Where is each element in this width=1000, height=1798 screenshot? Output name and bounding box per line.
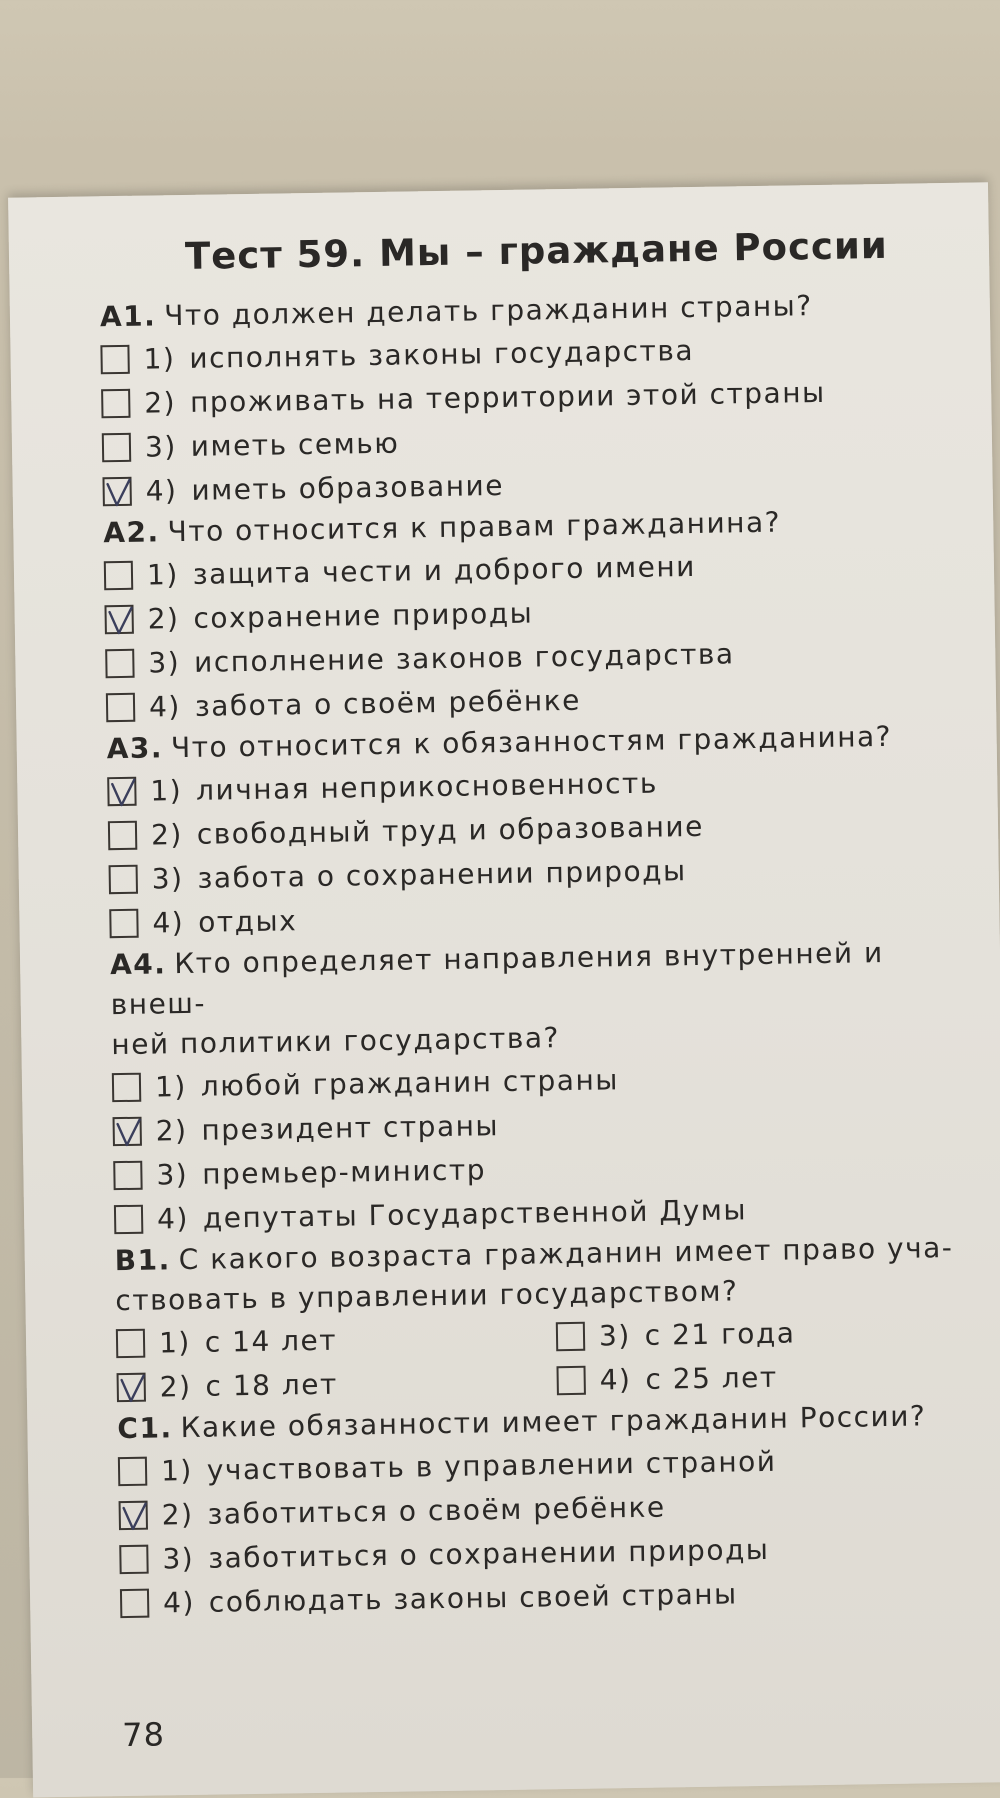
question-text: Что относится к обязанностям гражданина? xyxy=(170,719,893,765)
question-id: A4. xyxy=(109,947,167,982)
option-number: 3) xyxy=(144,429,177,464)
option-number: 1) xyxy=(158,1325,192,1359)
answer-option xyxy=(556,1308,977,1359)
page-number: 78 xyxy=(121,1715,166,1755)
checkmark-icon xyxy=(102,475,137,510)
answer-checkbox[interactable] xyxy=(104,604,133,633)
option-text: забота о своём ребёнке xyxy=(194,683,582,723)
question-text: Какие обязанности имеет гражданин России? xyxy=(180,1399,927,1445)
answer-checkbox[interactable] xyxy=(112,1072,141,1101)
option-text: президент страны xyxy=(201,1108,500,1147)
answer-checkbox[interactable] xyxy=(116,1328,145,1357)
option-number: 4) xyxy=(162,1585,196,1619)
option-number: 1) xyxy=(150,773,183,808)
option-text: соблюдать законы своей страны xyxy=(208,1576,738,1619)
answer-checkbox[interactable] xyxy=(119,1544,148,1573)
option-number: 1) xyxy=(146,557,180,592)
option-text: с 21 года xyxy=(644,1315,796,1352)
option-number: 3) xyxy=(148,645,181,680)
option-number: 4) xyxy=(156,1201,190,1235)
option-text: иметь семью xyxy=(190,426,400,463)
option-text: заботиться о своём ребёнке xyxy=(207,1490,666,1531)
answer-option xyxy=(116,1314,557,1365)
question-id: A3. xyxy=(106,731,164,766)
option-text: отдых xyxy=(197,903,298,939)
option-text: защита чести и доброго имени xyxy=(192,549,697,591)
workbook-page xyxy=(8,182,1000,1797)
answer-option xyxy=(116,1358,557,1409)
option-text: сохранение природы xyxy=(193,596,534,635)
answer-checkbox[interactable] xyxy=(109,908,138,937)
option-text: свободный труд и образование xyxy=(196,809,705,851)
question-a2 xyxy=(103,500,966,729)
question-text-cont: ней политики государства? xyxy=(111,1021,561,1062)
question-text: С какого возраста гражданин имеет право уча- xyxy=(178,1230,954,1277)
option-number: 2) xyxy=(159,1369,192,1403)
checkmark-icon xyxy=(104,603,139,638)
answer-checkbox[interactable] xyxy=(119,1500,148,1529)
option-text: заботиться о сохранении природы xyxy=(207,1532,770,1575)
answer-checkbox[interactable] xyxy=(104,560,133,589)
option-text: участвовать в управлении страной xyxy=(206,1444,777,1487)
option-text: с 25 лет xyxy=(645,1360,778,1396)
question-text: Что относится к правам гражданина? xyxy=(167,505,782,549)
answer-checkbox[interactable] xyxy=(107,776,136,805)
answer-checkbox[interactable] xyxy=(113,1160,142,1189)
page-content xyxy=(99,223,981,1755)
question-id: A2. xyxy=(103,515,160,550)
option-text: исполнение законов государства xyxy=(193,636,735,679)
checkmark-icon xyxy=(107,775,142,810)
option-number: 2) xyxy=(155,1113,188,1147)
option-number: 3) xyxy=(162,1541,195,1575)
option-text: с 14 лет xyxy=(204,1323,338,1359)
answer-checkbox[interactable] xyxy=(102,432,131,461)
option-text: премьер-министр xyxy=(201,1152,487,1191)
answer-checkbox[interactable] xyxy=(113,1116,142,1145)
question-text: Кто определяет направления внутренней и внеш- xyxy=(110,936,884,1022)
option-number: 2) xyxy=(161,1497,194,1531)
option-number: 1) xyxy=(160,1453,194,1487)
option-text: иметь образование xyxy=(191,468,505,507)
option-number: 4) xyxy=(145,473,178,508)
option-text: с 18 лет xyxy=(205,1367,339,1403)
question-a1 xyxy=(100,284,963,513)
answer-checkbox[interactable] xyxy=(556,1365,585,1394)
question-a4 xyxy=(110,932,975,1241)
question-c1 xyxy=(117,1396,980,1625)
option-number: 4) xyxy=(152,905,185,940)
option-text: депутаты Государственной Думы xyxy=(202,1192,748,1235)
option-text: проживать на территории этой страны xyxy=(189,375,826,419)
answer-checkbox[interactable] xyxy=(100,344,129,373)
option-number: 2) xyxy=(144,385,177,420)
answer-checkbox[interactable] xyxy=(556,1321,585,1350)
question-id: B1. xyxy=(114,1243,171,1278)
option-text: личная неприкосновенность xyxy=(195,766,659,807)
answer-checkbox[interactable] xyxy=(117,1372,146,1401)
option-number: 3) xyxy=(598,1318,632,1353)
option-number: 4) xyxy=(599,1362,632,1397)
option-number: 4) xyxy=(148,689,182,724)
option-number: 2) xyxy=(150,817,184,852)
answer-option xyxy=(556,1352,977,1403)
option-text: исполнять законы государства xyxy=(189,333,695,375)
question-id: C1. xyxy=(117,1411,173,1446)
answer-checkbox[interactable] xyxy=(109,864,138,893)
answer-checkbox[interactable] xyxy=(105,648,134,677)
checkmark-icon xyxy=(112,1115,147,1150)
option-number: 1) xyxy=(143,341,176,376)
option-number: 1) xyxy=(154,1069,188,1103)
answer-checkbox[interactable] xyxy=(102,476,131,505)
option-number: 3) xyxy=(151,861,184,896)
question-text: Что должен делать гражданин страны? xyxy=(163,289,813,333)
answer-checkbox[interactable] xyxy=(114,1204,143,1233)
answer-checkbox[interactable] xyxy=(118,1456,147,1485)
question-b1 xyxy=(114,1228,977,1409)
question-id: A1. xyxy=(99,299,157,334)
answer-checkbox[interactable] xyxy=(120,1588,149,1617)
option-number: 2) xyxy=(147,601,180,636)
checkmark-icon xyxy=(117,1371,152,1406)
answer-checkbox[interactable] xyxy=(106,692,135,721)
checkmark-icon xyxy=(119,1499,154,1534)
answer-checkbox[interactable] xyxy=(101,388,130,417)
question-text-cont: ствовать в управлении государством? xyxy=(115,1274,739,1318)
option-text: любой гражданин страны xyxy=(200,1062,620,1103)
question-a3 xyxy=(106,716,969,945)
option-text: забота о сохранении природы xyxy=(197,853,687,895)
page-title: Тест 59. Мы – граждане России xyxy=(184,223,889,278)
option-number: 3) xyxy=(156,1157,189,1191)
answer-checkbox[interactable] xyxy=(108,820,137,849)
two-column-options xyxy=(116,1308,977,1409)
